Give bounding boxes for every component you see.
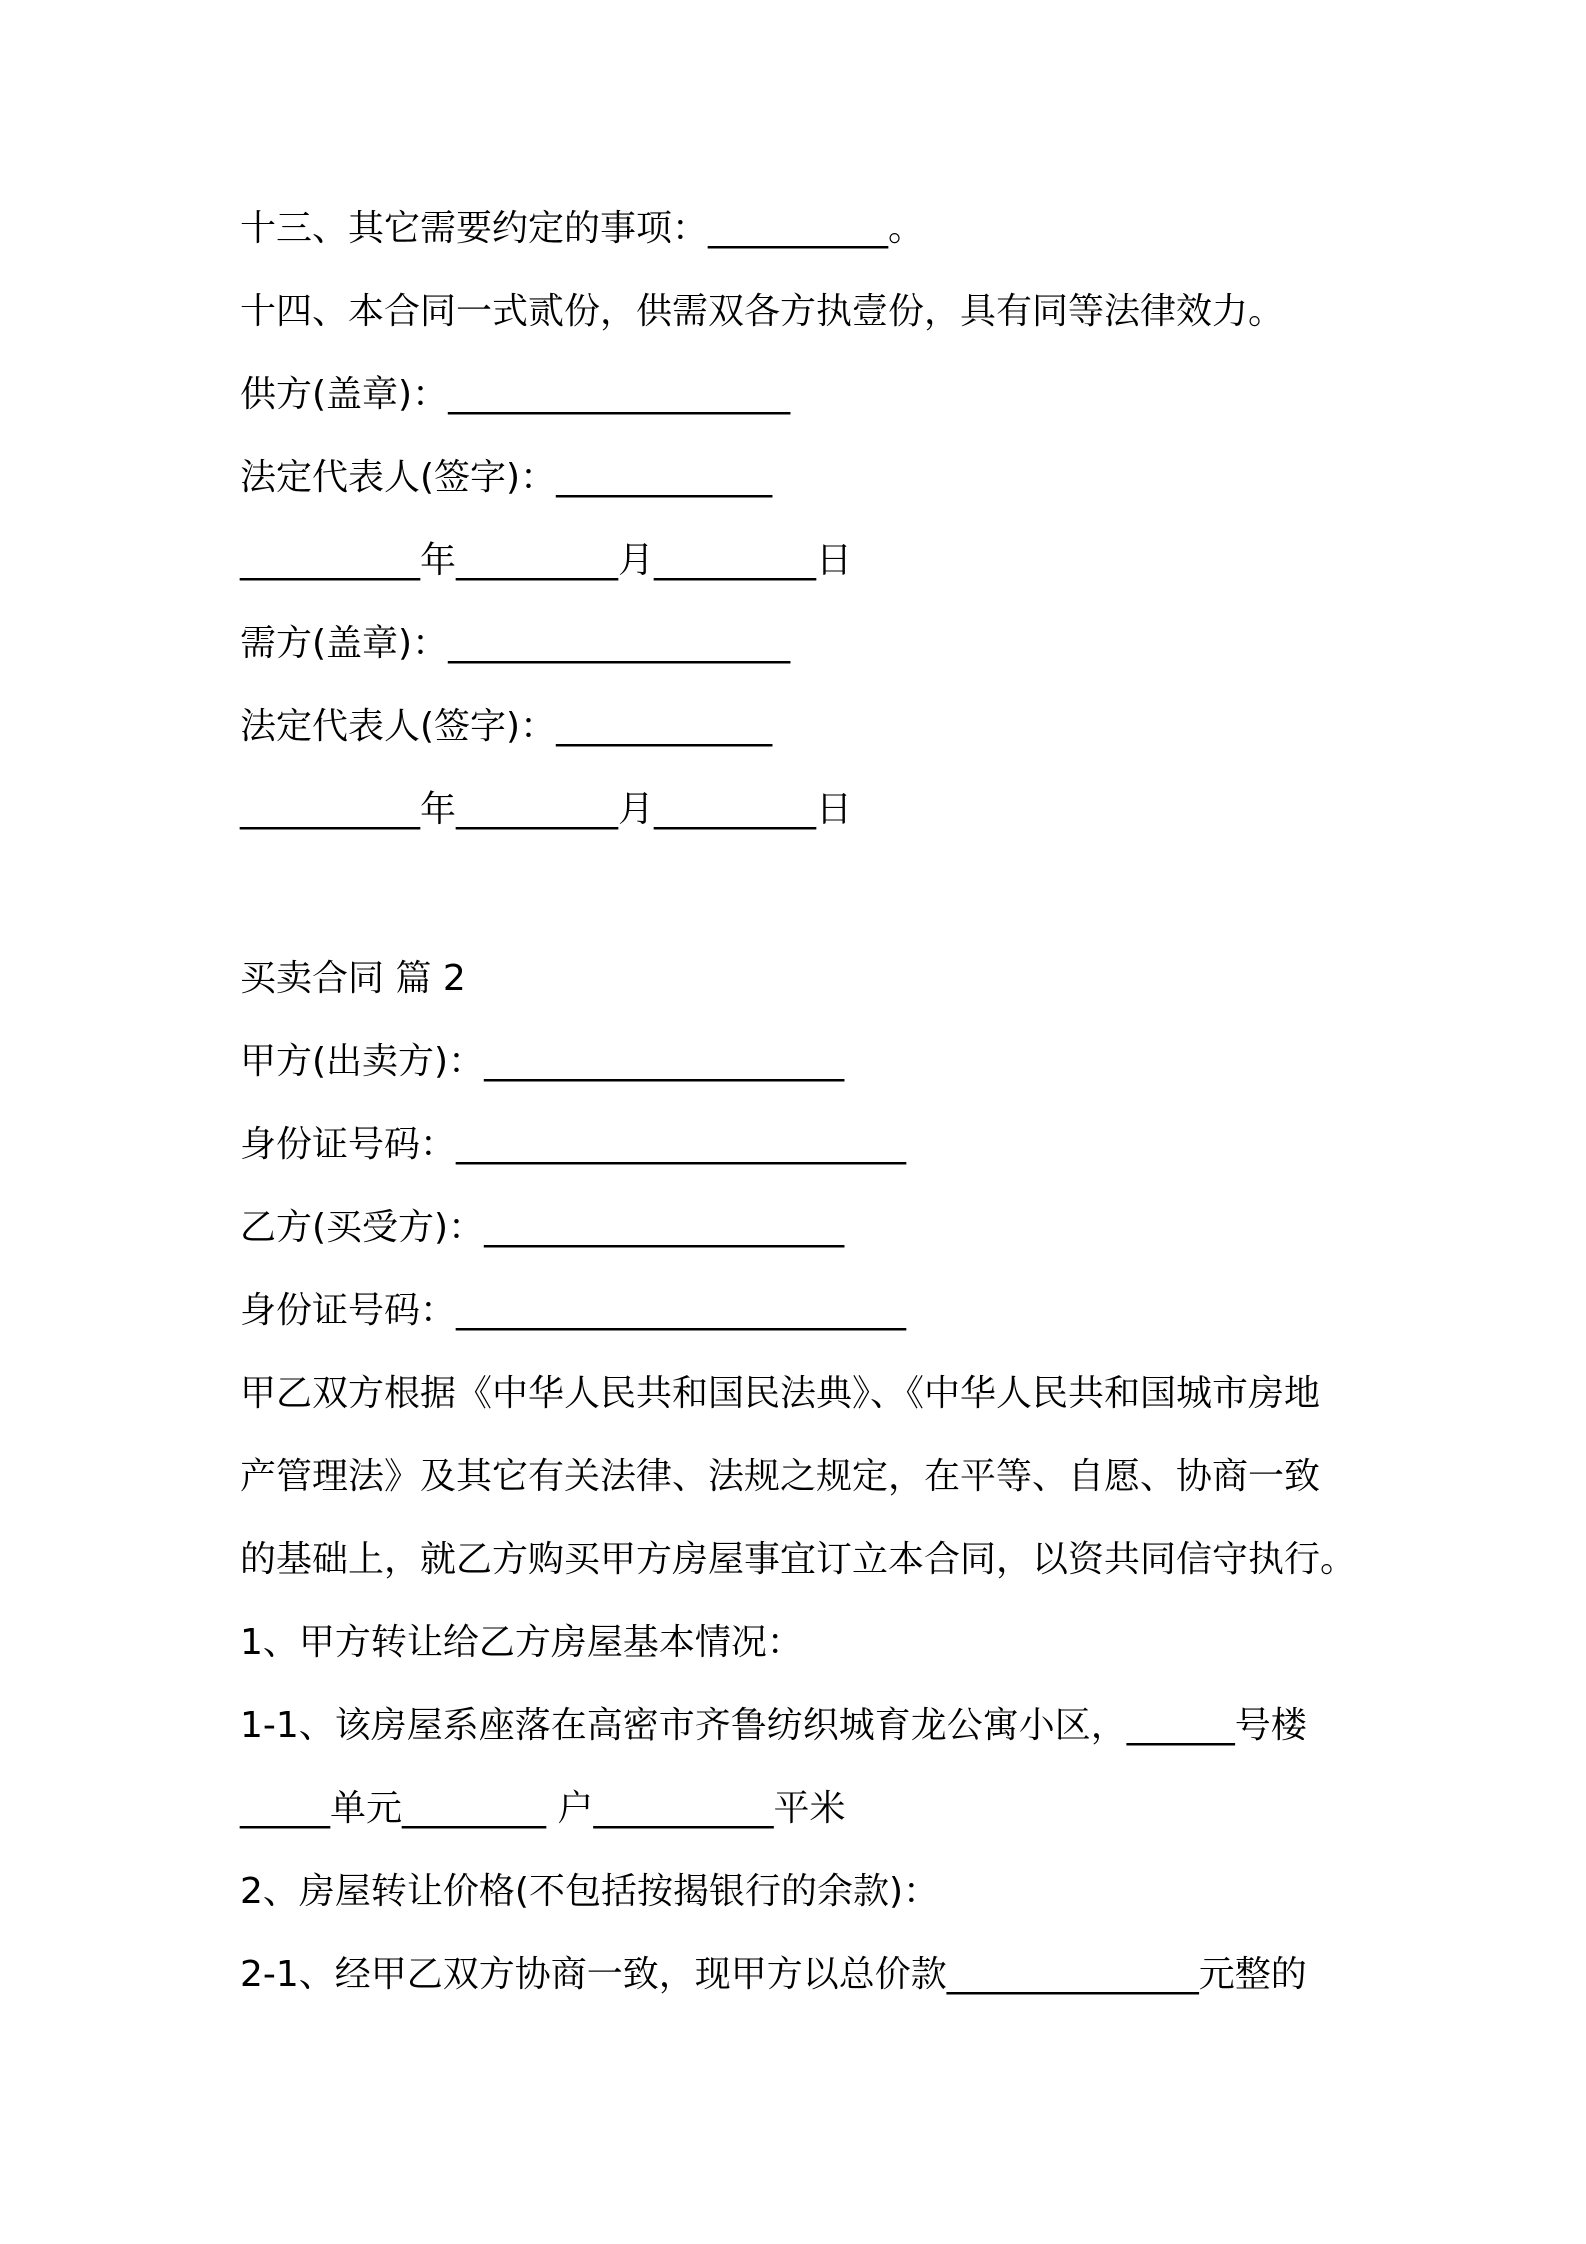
buyer-date-line: __________年_________月_________日 [240, 789, 852, 830]
supplier-representative-line: 法定代表人(签字)：____________ [240, 457, 773, 498]
clause-2-heading: 2、房屋转让价格(不包括按揭银行的余款)： [240, 1871, 939, 1912]
clause-1-1-line-2: _____单元________ 户__________平米 [240, 1788, 846, 1829]
party-a-id-line: 身份证号码：_________________________ [240, 1124, 907, 1165]
clause-13: 十三、其它需要约定的事项：__________。 [240, 208, 925, 249]
preamble-line-3: 的基础上，就乙方购买甲方房屋事宜订立本合同，以资共同信守执行。 [240, 1539, 1357, 1580]
party-b-line: 乙方(买受方)：____________________ [240, 1207, 845, 1248]
preamble-line-2: 产管理法》及其它有关法律、法规之规定，在平等、自愿、协商一致 [240, 1456, 1321, 1497]
clause-2-1-line-1: 2-1、经甲乙双方协商一致，现甲方以总价款______________元整的 [240, 1954, 1307, 1995]
section-title: 买卖合同 篇 2 [240, 958, 466, 999]
party-a-line: 甲方(出卖方)：____________________ [240, 1041, 845, 1082]
party-b-id-line: 身份证号码：_________________________ [240, 1290, 907, 1331]
clause-14: 十四、本合同一式贰份，供需双各方执壹份，具有同等法律效力。 [240, 291, 1285, 332]
clause-1-heading: 1、甲方转让给乙方房屋基本情况： [240, 1622, 803, 1663]
buyer-seal-line: 需方(盖章)：___________________ [240, 623, 791, 664]
buyer-representative-line: 法定代表人(签字)：____________ [240, 706, 773, 747]
supplier-date-line: __________年_________月_________日 [240, 540, 852, 581]
clause-1-1-line-1: 1-1、该房屋系座落在高密市齐鲁纺织城育龙公寓小区，______号楼 [240, 1705, 1307, 1746]
supplier-seal-line: 供方(盖章)：___________________ [240, 374, 791, 415]
preamble-line-1: 甲乙双方根据《中华人民共和国民法典》、《中华人民共和国城市房地 [240, 1373, 1321, 1414]
